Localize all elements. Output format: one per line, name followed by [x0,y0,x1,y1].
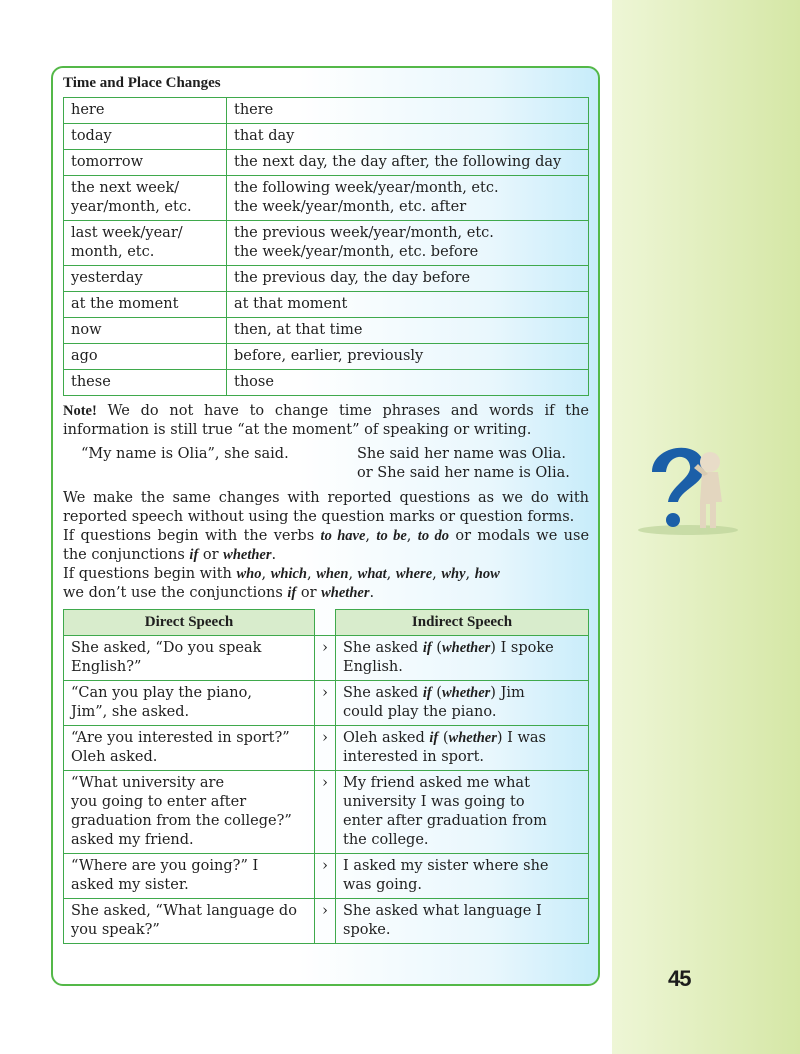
time-place-direct-cell: yesterday [64,266,227,292]
indirect-speech-cell: She asked if (whether) I spoke English. [335,636,589,681]
speech-row [63,681,589,726]
speech-table-header [63,609,589,636]
direct-speech-cell: “Are you interested in sport?” Oleh asked. [63,726,315,771]
rule-paragraph-3: If questions begin with who, which, when, what, where, why, how we don’t use the conjunctions if or whether. [63,566,500,601]
speech-row [63,899,589,944]
direct-speech-cell: “Can you play the piano, Jim”, she asked. [63,681,315,726]
time-place-row [64,344,589,370]
time-place-reported-cell: those [227,370,589,396]
time-place-reported-cell: the previous day, the day before [227,266,589,292]
note-paragraph [63,402,589,440]
page-number: 45 [668,966,691,991]
time-place-direct-cell: ago [64,344,227,370]
time-place-direct-cell: at the moment [64,292,227,318]
note-label: Note! [63,403,97,419]
time-place-row [64,150,589,176]
arrow-icon: › [315,854,335,899]
time-place-table [63,97,589,396]
speech-row [63,726,589,771]
time-place-row [64,292,589,318]
indirect-speech-cell: She asked what language I spoke. [335,899,589,944]
note-example [63,445,589,483]
rule-paragraph-2: If questions begin with the verbs to have, to be, to do or modals we use the conjunctions if or whether. [63,528,590,563]
indirect-speech-cell: My friend asked me what university I was going to enter after graduation from the college. [335,771,589,854]
time-place-direct-cell: last week/year/ month, etc. [64,221,227,266]
header-gap [315,609,335,636]
indirect-speech-cell: She asked if (whether) Jim could play the piano. [335,681,589,726]
time-place-row [64,318,589,344]
arrow-icon: › [315,771,335,854]
note-text: We do not have to change time phrases and words if the information is still true “at the moment” of speaking or writing. [63,403,589,438]
rules-text [63,489,589,603]
example-reported-1: She said her name was Olia. [357,446,566,462]
time-place-direct-cell: today [64,124,227,150]
speech-row [63,771,589,854]
time-place-row [64,98,589,124]
direct-speech-cell: “What university are you going to enter after graduation from the college?” asked my friend. [63,771,315,854]
direct-speech-cell: She asked, “Do you speak English?” [63,636,315,681]
time-place-row [64,176,589,221]
time-place-row [64,370,589,396]
time-place-reported-cell: at that moment [227,292,589,318]
direct-speech-cell: She asked, “What language do you speak?” [63,899,315,944]
time-place-reported-cell: there [227,98,589,124]
time-place-direct-cell: these [64,370,227,396]
time-place-direct-cell: here [64,98,227,124]
time-place-row [64,124,589,150]
example-reported [357,445,589,483]
arrow-icon: › [315,726,335,771]
arrow-icon: › [315,636,335,681]
rule-paragraph-1: We make the same changes with reported questions as we do with reported speech without using the question marks or question forms. [63,490,589,525]
header-indirect-speech: Indirect Speech [335,609,589,636]
section-title: Time and Place Changes [63,75,221,91]
time-place-reported-cell: the next day, the day after, the following day [227,150,589,176]
arrow-icon: › [315,899,335,944]
time-place-row [64,221,589,266]
panel-content [63,74,589,944]
speech-row [63,636,589,681]
question-mark-figure-icon [632,432,744,536]
time-place-row [64,266,589,292]
direct-speech-cell: “Where are you going?” I asked my sister. [63,854,315,899]
speech-table [63,609,589,944]
indirect-speech-cell: I asked my sister where she was going. [335,854,589,899]
time-place-reported-cell: before, earlier, previously [227,344,589,370]
arrow-icon: › [315,681,335,726]
example-reported-2: or She said her name is Olia. [357,465,570,481]
time-place-reported-cell: then, at that time [227,318,589,344]
indirect-speech-cell: Oleh asked if (whether) I was interested in sport. [335,726,589,771]
time-place-direct-cell: now [64,318,227,344]
header-direct-speech: Direct Speech [63,609,315,636]
time-place-direct-cell: the next week/ year/month, etc. [64,176,227,221]
time-place-reported-cell: that day [227,124,589,150]
speech-row [63,854,589,899]
time-place-direct-cell: tomorrow [64,150,227,176]
time-place-reported-cell: the following week/year/month, etc. the week/year/month, etc. after [227,176,589,221]
example-direct: “My name is Olia”, she said. [81,446,289,462]
time-place-reported-cell: the previous week/year/month, etc. the week/year/month, etc. before [227,221,589,266]
